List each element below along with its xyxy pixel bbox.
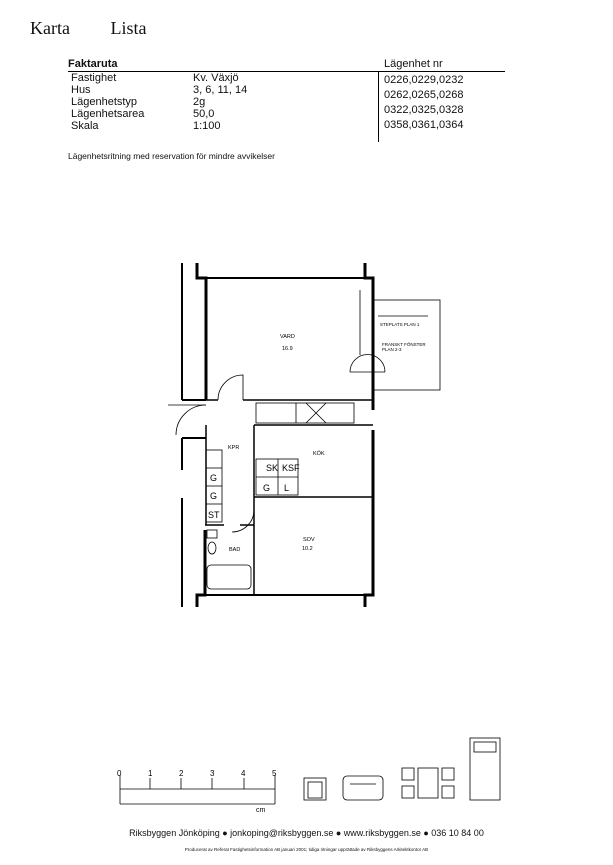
armchair-icon bbox=[304, 778, 326, 800]
scale-tick-label: 3 bbox=[210, 769, 215, 778]
apartment-numbers: 0358,0361,0364 bbox=[384, 119, 464, 131]
fact-label: Lägenhetstyp bbox=[71, 96, 138, 108]
footer-contact: Riksbyggen Jönköping ● jonkoping@riksbyggen.se ● www.riksbyggen.se ● 036 10 84 00 bbox=[129, 828, 484, 838]
fact-box-title: Faktaruta bbox=[68, 58, 118, 70]
footer-fineprint: Producerat av Referat Fastighetsinformation AB januari 2001; tidiga ritningar upprättade av Riksbyggens Arkitektkontor AB bbox=[184, 847, 429, 852]
label-sk: SK bbox=[266, 463, 279, 473]
bathroom-fixtures bbox=[207, 530, 251, 589]
label-g: G bbox=[210, 491, 218, 501]
label-st: ST bbox=[208, 510, 220, 520]
disclaimer-note: Lägenhetsritning med reservation för mindre avvikelser bbox=[68, 151, 275, 161]
fact-value: 50,0 bbox=[193, 108, 215, 120]
entry-walls bbox=[168, 263, 206, 607]
scale-tick-label: 2 bbox=[179, 769, 184, 778]
room-label-kok: KÖK bbox=[313, 451, 325, 457]
room-label-sov: SOV bbox=[303, 537, 315, 543]
window-label-floor: PLAN 2-3 bbox=[382, 347, 402, 352]
exterior-walls bbox=[197, 263, 373, 607]
apartment-numbers: 0262,0265,0268 bbox=[384, 89, 464, 101]
balcony-label: STEPLATS PLAN 1 bbox=[380, 322, 420, 327]
apartment-numbers: 0226,0229,0232 bbox=[384, 74, 464, 86]
scale-tick-label: 4 bbox=[241, 769, 246, 778]
label-g: G bbox=[263, 483, 271, 493]
fact-value: 3, 6, 11, 14 bbox=[193, 84, 248, 96]
label-ksf: KSF bbox=[282, 463, 300, 473]
fact-label: Fastighet bbox=[71, 72, 117, 84]
apartment-header: Lägenhet nr bbox=[384, 58, 443, 70]
window-label: FRANSKT FÖNSTER bbox=[382, 342, 426, 347]
room-area-vard: 16.9 bbox=[282, 346, 293, 352]
room-area-sov: 10.2 bbox=[302, 546, 313, 552]
kitchen-counter bbox=[256, 403, 354, 495]
scale-unit: cm bbox=[256, 807, 266, 814]
room-label-bad: BAD bbox=[229, 547, 241, 553]
room-label-kpr: KPR bbox=[228, 445, 240, 451]
bed-icon bbox=[470, 738, 500, 800]
scale-tick-label: 5 bbox=[272, 769, 277, 778]
fact-value: 1:100 bbox=[193, 120, 221, 132]
label-l: L bbox=[284, 483, 290, 493]
fact-value: 2g bbox=[193, 96, 206, 108]
sofa-icon bbox=[343, 776, 383, 800]
apartment-numbers: 0322,0325,0328 bbox=[384, 104, 464, 116]
vard-window bbox=[350, 290, 385, 372]
scale-bar bbox=[120, 775, 275, 804]
room-label-vard: VARD bbox=[280, 334, 295, 340]
scale-ticks bbox=[117, 769, 277, 814]
label-g: G bbox=[210, 473, 218, 483]
fact-label: Hus bbox=[71, 84, 91, 96]
fact-label: Lägenhetsarea bbox=[71, 108, 145, 120]
fact-value: Kv. Växjö bbox=[193, 72, 239, 84]
dining-table-icon bbox=[402, 768, 454, 798]
scale-tick-label: 1 bbox=[148, 769, 153, 778]
room-labels bbox=[228, 322, 426, 553]
tab-lista[interactable]: Lista bbox=[110, 18, 147, 38]
fact-label: Skala bbox=[71, 120, 99, 132]
tab-karta[interactable]: Karta bbox=[30, 18, 70, 38]
scale-tick-label: 0 bbox=[117, 769, 122, 778]
